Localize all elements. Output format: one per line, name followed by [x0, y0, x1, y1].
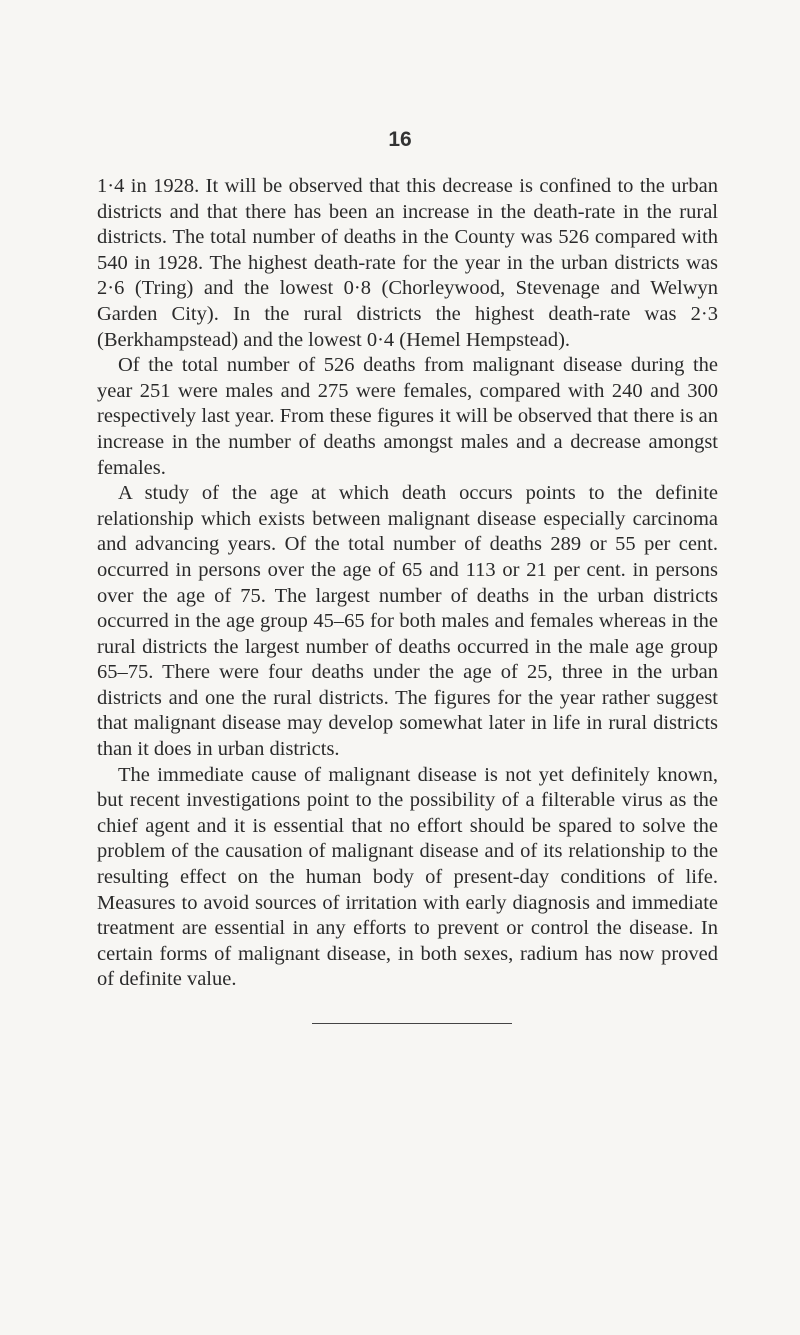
paragraph-sex-distribution: Of the total number of 526 deaths from malignant disease during the year 251 were males and 275 were females, compared with 240 and 300 respectively last year. From these figures it will be observed that there is an increase in the number of deaths amongst males and a decrease amongst females.	[97, 354, 718, 479]
body-text	[97, 174, 718, 993]
paragraph-death-rate-continuation: 1·4 in 1928. It will be observed that this decrease is confined to the urban districts and that there has been an increase in the death-rate in the rural districts. The total number of deaths in the County was 526 compared with 540 in 1928. The highest death-rate for the year in the urban districts was 2·6 (Tring) and the lowest 0·8 (Chorleywood, Stevenage and Welwyn Garden City). In the rural districts the highest death-rate was 2·3 (Berkhampstead) and the lowest 0·4 (Hemel Hempstead).	[97, 175, 718, 351]
page-number: 16	[388, 128, 412, 151]
end-rule-divider	[312, 1023, 512, 1024]
paragraph-causation: The immediate cause of malignant disease is not yet definitely known, but recent investigations point to the possibility of a filterable virus as the chief agent and it is essential that no effort should be spared to solve the problem of the causation of malignant disease and of its relationship to the resulting effect on the human body of present-day conditions of life. Measures to avoid sources of irritation with early diagnosis and immediate treatment are essential in any efforts to prevent or control the disease. In certain forms of malignant disease, in both sexes, radium has now proved of definite value.	[97, 763, 718, 991]
paragraph-age-distribution: A study of the age at which death occurs points to the definite relationship which exists between malignant disease especially carcinoma and advancing years. Of the total number of deaths 289 or 55 per cent. occurred in persons over the age of 65 and 113 or 21 per cent. in persons over the age of 75. The largest number of deaths in the urban districts occurred in the age group 45–65 for both males and females whereas in the rural districts the largest number of deaths occurred in the male age group 65–75. There were four deaths under the age of 25, three in the urban districts and one the rural districts. The figures for the year rather suggest that malignant disease may develop somewhat later in life in rural districts than it does in urban districts.	[97, 482, 718, 761]
